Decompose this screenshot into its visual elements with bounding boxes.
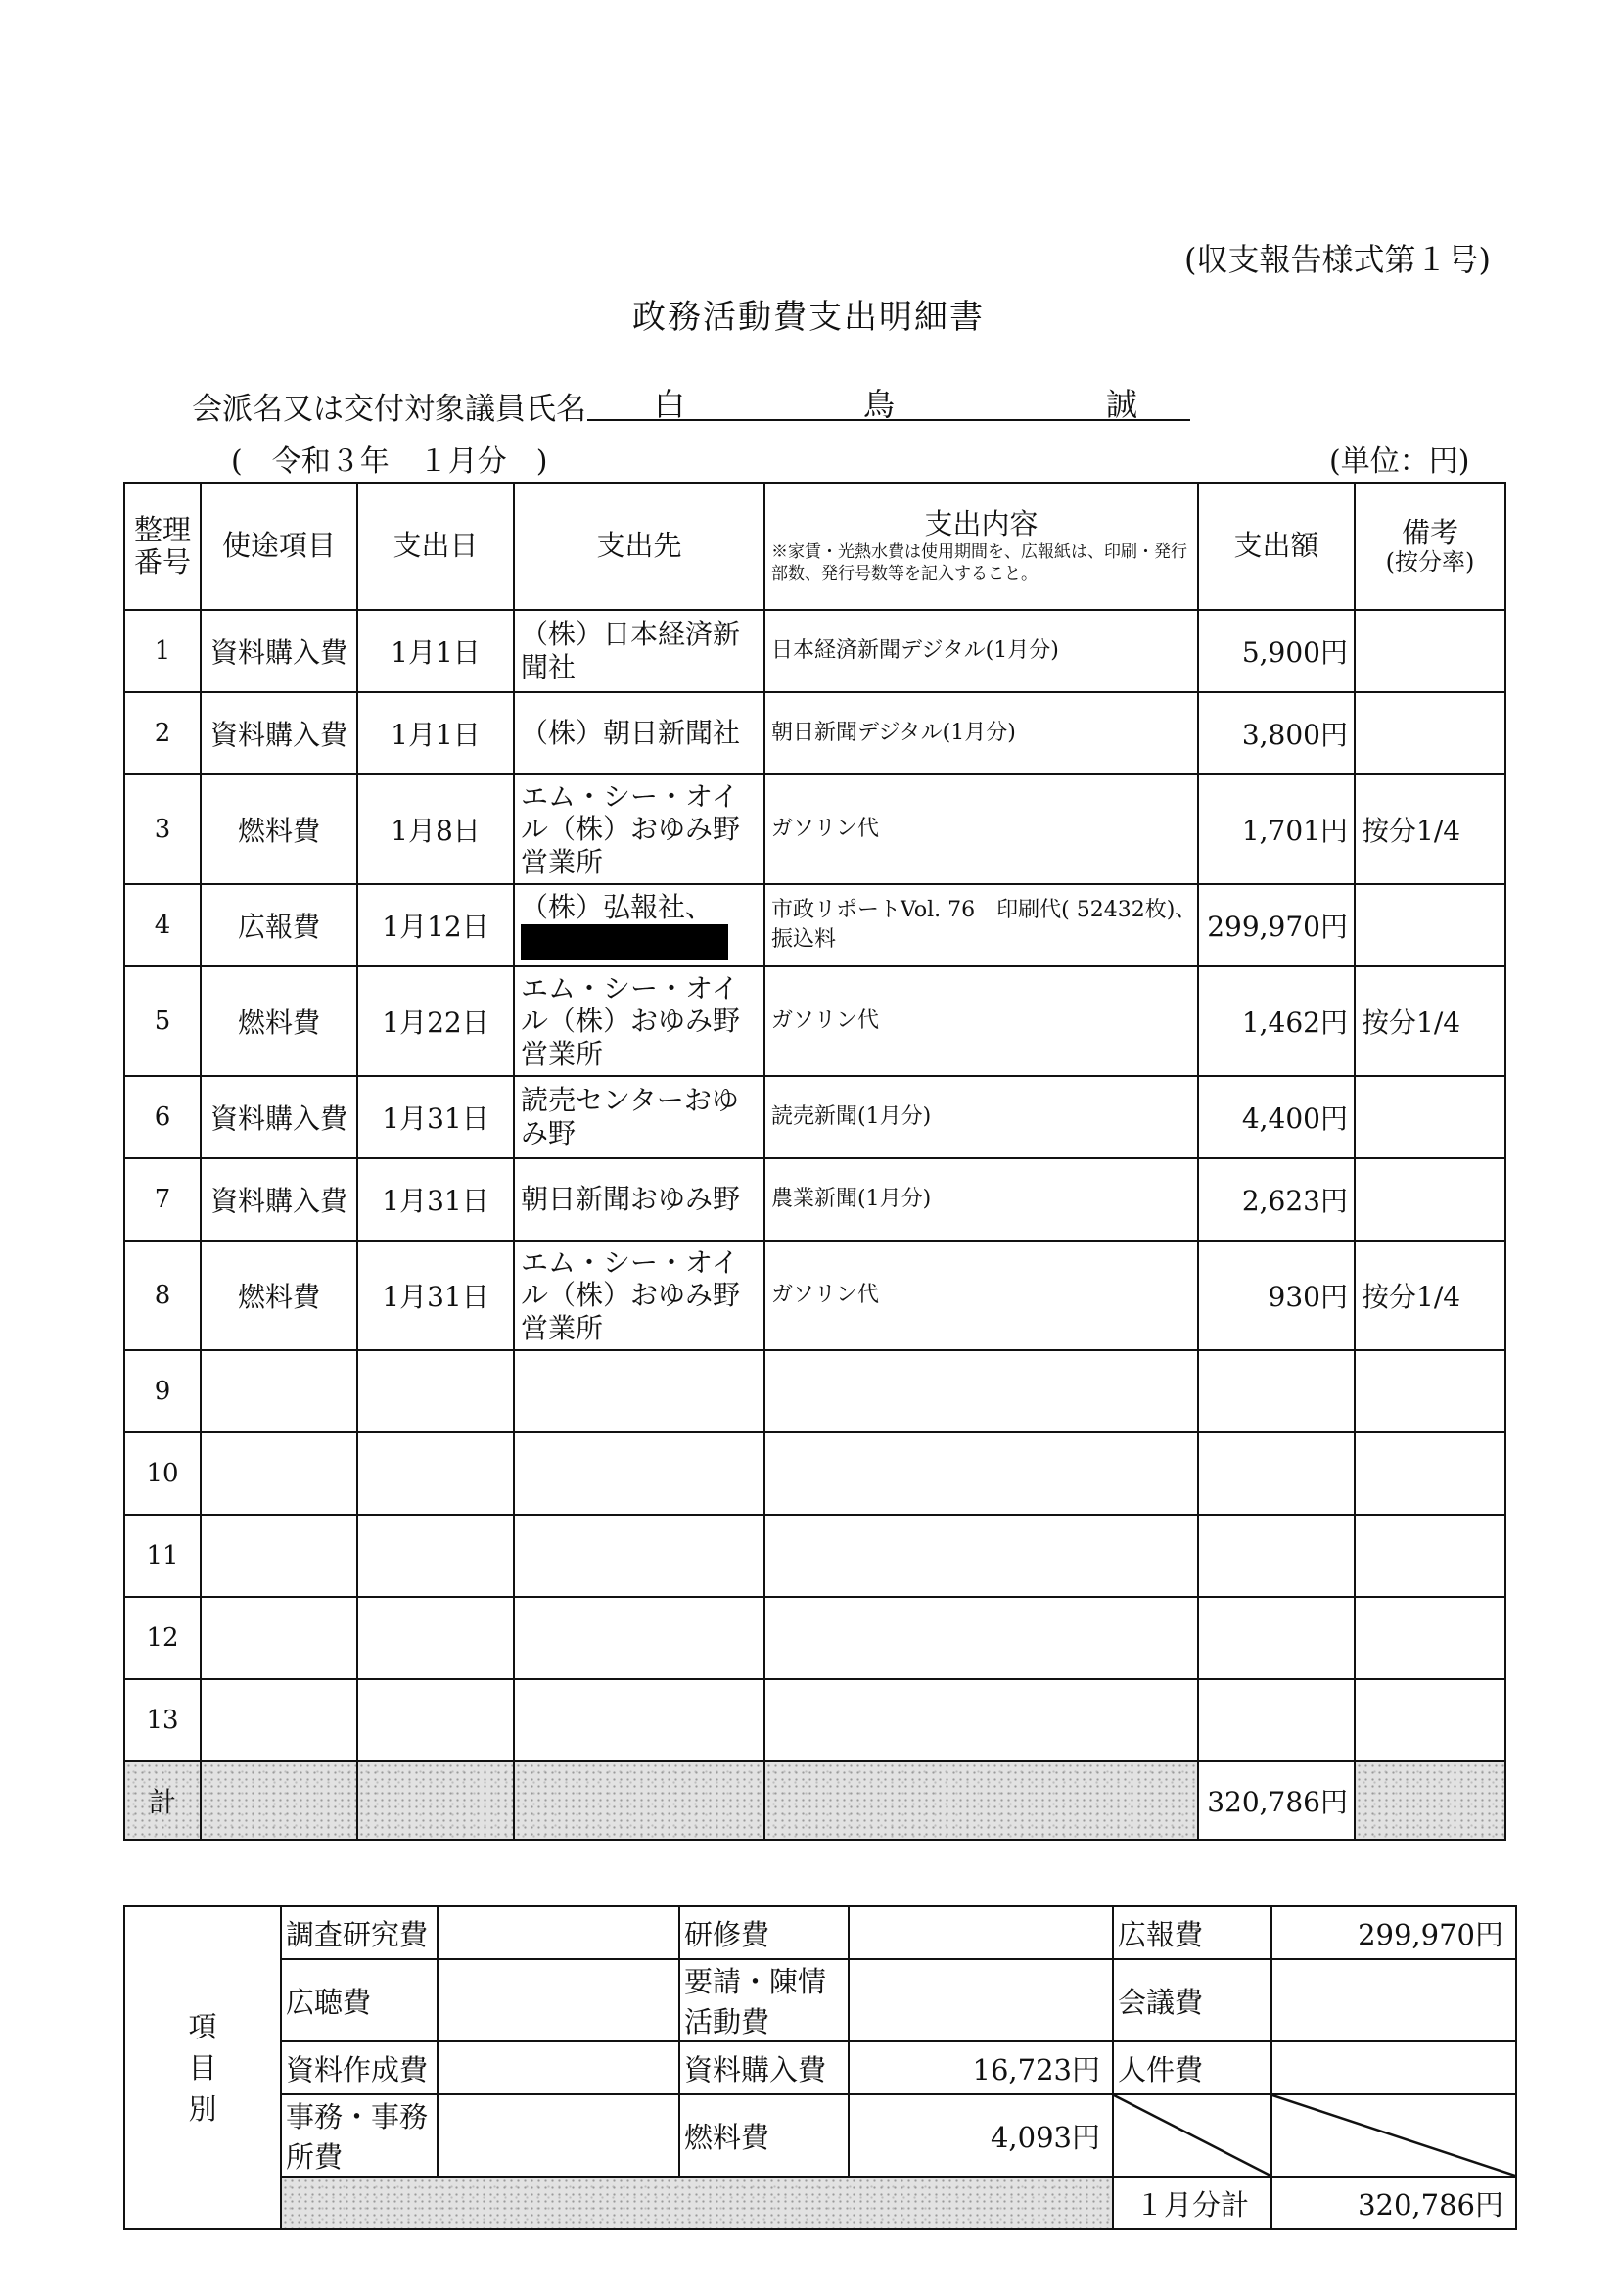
summary-row [124, 1959, 1516, 2041]
summary-label: 広聴費 [281, 1959, 438, 2041]
table-row [124, 1158, 1505, 1241]
total-shaded-cell [357, 1761, 514, 1840]
summary-value [1271, 2041, 1516, 2094]
row-content: ガソリン代 [764, 966, 1198, 1076]
header-amount: 支出額 [1198, 483, 1355, 610]
currency-unit: (単位：円) [1329, 445, 1470, 479]
summary-label: 資料作成費 [281, 2041, 438, 2094]
row-category [201, 1597, 357, 1679]
row-payee [514, 1432, 764, 1515]
row-content [764, 1515, 1198, 1597]
category-summary-table [123, 1905, 1517, 2230]
summary-total-value: 320,786円 [1271, 2177, 1516, 2229]
summary-label: 資料購入費 [679, 2041, 849, 2094]
table-row [124, 966, 1505, 1076]
row-no: 11 [124, 1515, 201, 1597]
row-amount: 2,623円 [1198, 1158, 1355, 1241]
row-date: 1月1日 [357, 610, 514, 692]
row-remarks [1355, 1158, 1505, 1241]
member-label: 会派名又は交付対象議員氏名 [192, 392, 586, 427]
summary-value [438, 1959, 679, 2041]
row-no: 9 [124, 1350, 201, 1432]
row-content: 朝日新聞デジタル(1月分) [764, 692, 1198, 774]
summary-side-label: 項 目 別 [124, 1906, 281, 2229]
summary-label: 燃料費 [679, 2094, 849, 2177]
row-category: 燃料費 [201, 774, 357, 884]
row-payee-text: （株）弘報社、 [521, 890, 714, 923]
table-row [124, 1515, 1505, 1597]
redaction-bar [521, 924, 728, 960]
header-content [764, 483, 1198, 610]
row-remarks [1355, 1350, 1505, 1432]
row-remarks [1355, 1076, 1505, 1158]
summary-value [1271, 1959, 1516, 2041]
row-remarks [1355, 610, 1505, 692]
row-no: 4 [124, 884, 201, 966]
summary-value [438, 2041, 679, 2094]
row-content [764, 1597, 1198, 1679]
row-amount: 3,800円 [1198, 692, 1355, 774]
row-payee: エム・シー・オイル（株）おゆみ野営業所 [514, 1241, 764, 1350]
row-payee [514, 1515, 764, 1597]
row-amount: 930円 [1198, 1241, 1355, 1350]
form-number: (収支報告様式第１号) [1184, 241, 1491, 278]
row-remarks: 按分1/4 [1355, 774, 1505, 884]
row-content: 読売新聞(1月分) [764, 1076, 1198, 1158]
row-no: 12 [124, 1597, 201, 1679]
row-category: 資料購入費 [201, 1158, 357, 1241]
row-no: 1 [124, 610, 201, 692]
row-amount [1198, 1679, 1355, 1761]
total-amount: 320,786円 [1198, 1761, 1355, 1840]
row-content: 日本経済新聞デジタル(1月分) [764, 610, 1198, 692]
summary-value [438, 2094, 679, 2177]
summary-row [124, 2177, 1516, 2229]
table-row [124, 1597, 1505, 1679]
header-row [124, 483, 1505, 610]
summary-value: 299,970円 [1271, 1906, 1516, 1959]
row-category: 広報費 [201, 884, 357, 966]
row-remarks: 按分1/4 [1355, 1241, 1505, 1350]
table-row [124, 692, 1505, 774]
row-amount [1198, 1432, 1355, 1515]
row-content: 農業新聞(1月分) [764, 1158, 1198, 1241]
row-no: 8 [124, 1241, 201, 1350]
summary-label: 調査研究費 [281, 1906, 438, 1959]
header-remarks-sub: (按分率) [1385, 547, 1475, 576]
row-no: 2 [124, 692, 201, 774]
row-date: 1月8日 [357, 774, 514, 884]
member-name-char: 誠 [1106, 386, 1138, 423]
row-amount: 1,701円 [1198, 774, 1355, 884]
member-name-char: 白 [654, 386, 686, 423]
row-category [201, 1515, 357, 1597]
row-payee [514, 1597, 764, 1679]
row-date [357, 1679, 514, 1761]
row-payee: （株）日本経済新聞社 [514, 610, 764, 692]
total-label: 計 [124, 1761, 201, 1840]
row-remarks [1355, 884, 1505, 966]
row-no: 13 [124, 1679, 201, 1761]
row-date: 1月31日 [357, 1158, 514, 1241]
row-no: 3 [124, 774, 201, 884]
row-category [201, 1432, 357, 1515]
expense-table [123, 482, 1506, 1841]
summary-shaded-cell [281, 2177, 1113, 2229]
row-remarks: 按分1/4 [1355, 966, 1505, 1076]
row-category [201, 1679, 357, 1761]
row-category: 資料購入費 [201, 1076, 357, 1158]
row-no: 7 [124, 1158, 201, 1241]
total-shaded-cell [764, 1761, 1198, 1840]
header-no: 整理 番号 [124, 483, 201, 610]
summary-label: 会議費 [1113, 1959, 1271, 2041]
row-date [357, 1597, 514, 1679]
row-content [764, 1679, 1198, 1761]
summary-label: 人件費 [1113, 2041, 1271, 2094]
row-category [201, 1350, 357, 1432]
row-payee: エム・シー・オイル（株）おゆみ野営業所 [514, 774, 764, 884]
row-payee [514, 1350, 764, 1432]
summary-row [124, 1906, 1516, 1959]
summary-value: 4,093円 [849, 2094, 1113, 2177]
summary-label: 要請・陳情活動費 [679, 1959, 849, 2041]
row-payee: （株）朝日新聞社 [514, 692, 764, 774]
header-category: 使途項目 [201, 483, 357, 610]
row-amount: 5,900円 [1198, 610, 1355, 692]
summary-value [849, 1959, 1113, 2041]
member-name-char: 鳥 [863, 386, 896, 423]
summary-total-label: １月分計 [1113, 2177, 1271, 2229]
row-date [357, 1350, 514, 1432]
table-row [124, 1076, 1505, 1158]
row-content [764, 1350, 1198, 1432]
row-date: 1月1日 [357, 692, 514, 774]
report-period: ( 令和３年 １月分 ) [231, 445, 548, 479]
row-amount [1198, 1597, 1355, 1679]
table-row [124, 1432, 1505, 1515]
row-content: ガソリン代 [764, 1241, 1198, 1350]
row-amount: 4,400円 [1198, 1076, 1355, 1158]
row-content: ガソリン代 [764, 774, 1198, 884]
table-row [124, 1241, 1505, 1350]
row-payee: 朝日新聞おゆみ野 [514, 1158, 764, 1241]
summary-row [124, 2041, 1516, 2094]
total-row [124, 1761, 1505, 1840]
row-remarks [1355, 1597, 1505, 1679]
row-no: 6 [124, 1076, 201, 1158]
header-remarks [1355, 483, 1505, 610]
row-content [764, 1432, 1198, 1515]
total-shaded-cell [1355, 1761, 1505, 1840]
row-date: 1月31日 [357, 1241, 514, 1350]
row-amount: 299,970円 [1198, 884, 1355, 966]
row-date: 1月22日 [357, 966, 514, 1076]
table-row [124, 774, 1505, 884]
row-category: 燃料費 [201, 966, 357, 1076]
row-amount [1198, 1350, 1355, 1432]
row-payee [514, 1679, 764, 1761]
row-no: 5 [124, 966, 201, 1076]
row-content: 市政リポートVol. 76 印刷代( 52432枚)、 振込料 [764, 884, 1198, 966]
summary-row [124, 2094, 1516, 2177]
header-content-title: 支出内容 [924, 507, 1039, 541]
total-shaded-cell [201, 1761, 357, 1840]
row-amount [1198, 1515, 1355, 1597]
row-remarks [1355, 1432, 1505, 1515]
summary-value [849, 1906, 1113, 1959]
row-date: 1月31日 [357, 1076, 514, 1158]
table-row [124, 1350, 1505, 1432]
row-amount: 1,462円 [1198, 966, 1355, 1076]
table-row [124, 884, 1505, 966]
row-no: 10 [124, 1432, 201, 1515]
header-payee: 支出先 [514, 483, 764, 610]
document-title: 政務活動費支出明細書 [632, 298, 985, 337]
summary-value [438, 1906, 679, 1959]
row-category: 燃料費 [201, 1241, 357, 1350]
row-remarks [1355, 1679, 1505, 1761]
table-row [124, 610, 1505, 692]
summary-diagonal-cell [1113, 2094, 1271, 2177]
table-row [124, 1679, 1505, 1761]
header-date: 支出日 [357, 483, 514, 610]
row-payee: エム・シー・オイル（株）おゆみ野営業所 [514, 966, 764, 1076]
total-shaded-cell [514, 1761, 764, 1840]
row-remarks [1355, 1515, 1505, 1597]
summary-label: 広報費 [1113, 1906, 1271, 1959]
summary-value: 16,723円 [849, 2041, 1113, 2094]
summary-label: 研修費 [679, 1906, 849, 1959]
row-payee: 読売センターおゆみ野 [514, 1076, 764, 1158]
summary-diagonal-cell [1271, 2094, 1516, 2177]
header-content-note: ※家賃・光熱水費は使用期間を、広報紙は、印刷・発行部数、発行号数等を記入すること。 [771, 541, 1187, 584]
row-category: 資料購入費 [201, 692, 357, 774]
row-remarks [1355, 692, 1505, 774]
header-remarks-title: 備考 [1401, 515, 1458, 549]
row-payee [514, 884, 764, 966]
summary-label: 事務・事務所費 [281, 2094, 438, 2177]
row-category: 資料購入費 [201, 610, 357, 692]
row-date [357, 1515, 514, 1597]
row-date: 1月12日 [357, 884, 514, 966]
row-date [357, 1432, 514, 1515]
